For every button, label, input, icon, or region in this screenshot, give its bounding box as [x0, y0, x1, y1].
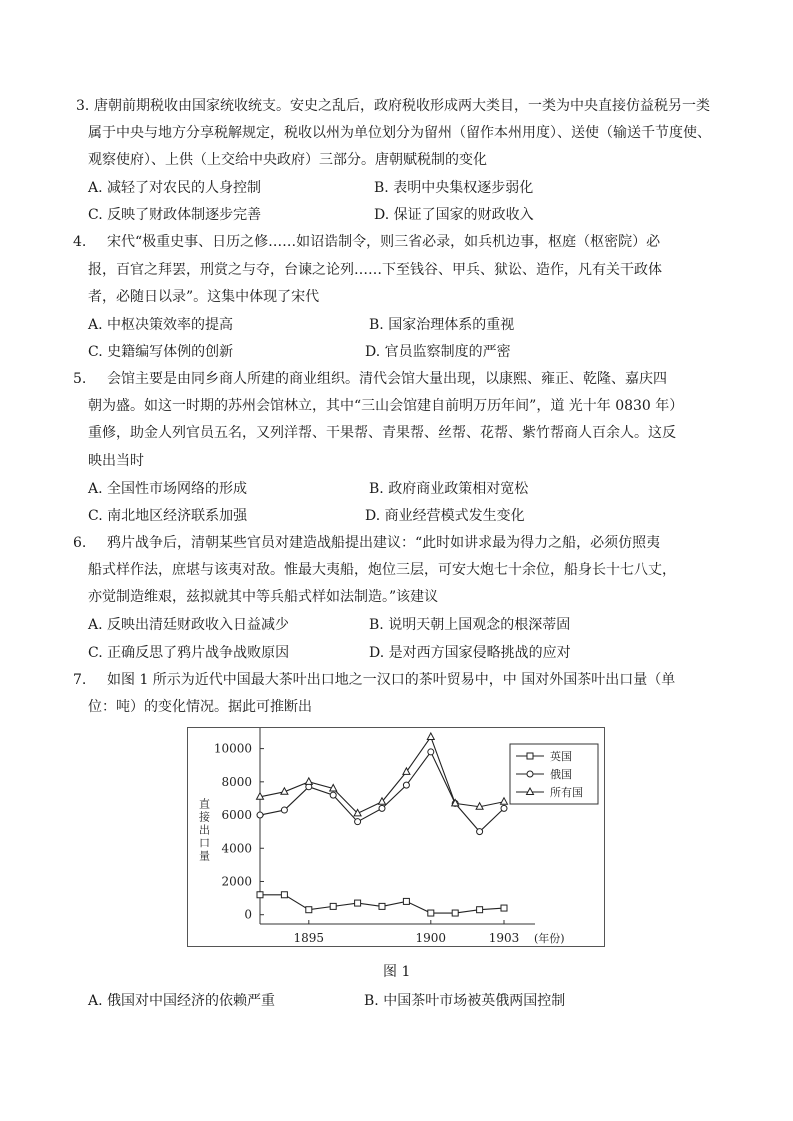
point-circle — [257, 812, 263, 818]
option-c[interactable]: C. 南北地区经济联系加强 — [88, 508, 248, 524]
question-text-line: 者，必随日以录”。这集中体现了宋代 — [88, 289, 320, 305]
question-text-line: 如图 1 所示为近代中国最大茶叶出口地之一汉口的茶叶贸易中，中 国对外国茶叶出口量（单 — [107, 672, 676, 688]
x-tick-label: 1903 — [488, 931, 520, 945]
point-square — [257, 892, 263, 898]
option-a[interactable]: A. 全国性市场网络的形成 — [88, 481, 248, 497]
y-axis-label: 直接出口量 — [197, 798, 211, 863]
point-triangle — [305, 778, 312, 785]
option-b[interactable]: B. 说明天朝上国观念的根深蒂固 — [369, 617, 571, 633]
question-number: 7. — [73, 672, 87, 688]
option-c[interactable]: C. 史籍编写体例的创新 — [88, 344, 234, 360]
point-square — [330, 903, 336, 909]
option-c[interactable]: C. 反映了财政体制逐步完善 — [88, 207, 262, 223]
point-circle — [477, 829, 483, 835]
y-tick-label: 0 — [244, 907, 252, 922]
option-a[interactable]: A. 反映出清廷财政收入日益减少 — [88, 617, 290, 633]
question-text-line: 朝为盛。如这一时期的苏州会馆林立，其中“三山会馆建自前明万历年间”，道 光十年 0830 年） — [88, 398, 684, 414]
legend-marker-circle — [527, 771, 533, 777]
y-tick-label: 4000 — [221, 841, 252, 856]
point-square — [428, 910, 434, 916]
point-circle — [379, 805, 385, 811]
point-circle — [281, 807, 287, 813]
question-text-line: 观察使府）、上供（上交给中央政府）三部分。唐朝赋税制的变化 — [88, 152, 487, 168]
x-axis-label: (年份) — [534, 932, 565, 945]
option-b[interactable]: B. 国家治理体系的重视 — [369, 317, 515, 333]
point-circle — [428, 749, 434, 755]
legend-label: 所有国 — [550, 786, 583, 799]
question-text-line: 重修，助金人列官员五名，又列洋帮、干果帮、青果帮、丝帮、花帮、紫竹帮商人百余人。这反 — [88, 425, 676, 441]
question-text-line: 会馆主要是由同乡商人所建的商业组织。清代会馆大量出现，以康熙、雍正、乾隆、嘉庆四 — [107, 371, 667, 387]
question-number: 6. — [73, 535, 87, 551]
question-text-line: 唐朝前期税收由国家统收统支。安史之乱后，政府税收形成两大类目，一类为中央直接仿益税另一类 — [94, 98, 710, 114]
legend-label: 俄国 — [550, 768, 572, 781]
option-d[interactable]: D. 保证了国家的财政收入 — [374, 207, 534, 223]
option-d[interactable]: D. 官员监察制度的严密 — [365, 344, 511, 360]
legend-marker-square — [527, 753, 533, 759]
point-circle — [501, 805, 507, 811]
figure-1-chart — [187, 727, 605, 947]
option-b[interactable]: B. 表明中央集权逐步弱化 — [374, 180, 534, 196]
question-text-line: 属于中央与地方分享税解规定，税收以州为单位划分为留州（留作本州用度）、送使（输送千节度使、 — [88, 125, 711, 141]
y-tick-label: 6000 — [221, 808, 252, 823]
point-square — [379, 903, 385, 909]
series-line-circle — [260, 752, 504, 832]
point-circle — [330, 792, 336, 798]
point-circle — [355, 819, 361, 825]
y-tick-label: 8000 — [221, 774, 252, 789]
y-tick-label: 10000 — [213, 741, 252, 756]
point-square — [355, 900, 361, 906]
question-text-line: 鸦片战争后，清朝某些官员对建造战船提出建议：“此时如讲求最为得力之船，必须仿照夷 — [107, 535, 661, 551]
point-square — [281, 892, 287, 898]
question-number: 5. — [73, 371, 87, 387]
legend-label: 英国 — [550, 750, 572, 763]
point-triangle — [501, 798, 508, 805]
point-square — [403, 898, 409, 904]
point-square — [501, 905, 507, 911]
question-text-line: 位：吨）的变化情况。据此可推断出 — [88, 699, 312, 715]
chart-svg — [188, 728, 604, 946]
x-tick-label: 1900 — [415, 931, 447, 945]
option-b[interactable]: B. 政府商业政策相对宽松 — [369, 481, 529, 497]
x-tick-label: 1895 — [293, 931, 325, 945]
figure-caption: 图 1 — [383, 964, 411, 980]
option-c[interactable]: C. 正确反思了鸦片战争战败原因 — [88, 645, 290, 661]
question-text-line: 宋代“极重史事、日历之修……如诏诰制令，则三省必录，如兵机边事，枢庭（枢密院）必 — [107, 234, 661, 250]
question-number: 3． — [76, 98, 99, 114]
point-triangle — [427, 733, 434, 740]
option-b[interactable]: B. 中国茶叶市场被英俄两国控制 — [364, 993, 566, 1009]
option-a[interactable]: A. 中枢决策效率的提高 — [88, 317, 234, 333]
point-square — [477, 907, 483, 913]
point-square — [452, 910, 458, 916]
y-tick-label: 2000 — [221, 874, 252, 889]
question-text-line: 映出当时 — [88, 453, 144, 469]
question-text-line: 船式样作法，庶堪与该夷对敌。惟最大夷船，炮位三层，可安大炮七十余位，船身长十七八丈， — [88, 562, 676, 578]
question-text-line: 亦觉制造维艰，兹拟就其中等兵船式样如法制造。”该建议 — [88, 589, 439, 605]
option-a[interactable]: A. 减轻了对农民的人身控制 — [88, 180, 262, 196]
point-square — [306, 907, 312, 913]
question-number: 4. — [73, 234, 87, 250]
point-circle — [403, 782, 409, 788]
option-d[interactable]: D. 是对西方国家侵略挑战的应对 — [369, 645, 571, 661]
option-a[interactable]: A. 俄国对中国经济的依赖严重 — [88, 993, 276, 1009]
question-text-line: 报，百官之拜罢，刑赏之与夺，台谏之论列……下至钱谷、甲兵、狱讼、造作，凡有关干政体 — [88, 262, 662, 278]
option-d[interactable]: D. 商业经营模式发生变化 — [365, 508, 525, 524]
